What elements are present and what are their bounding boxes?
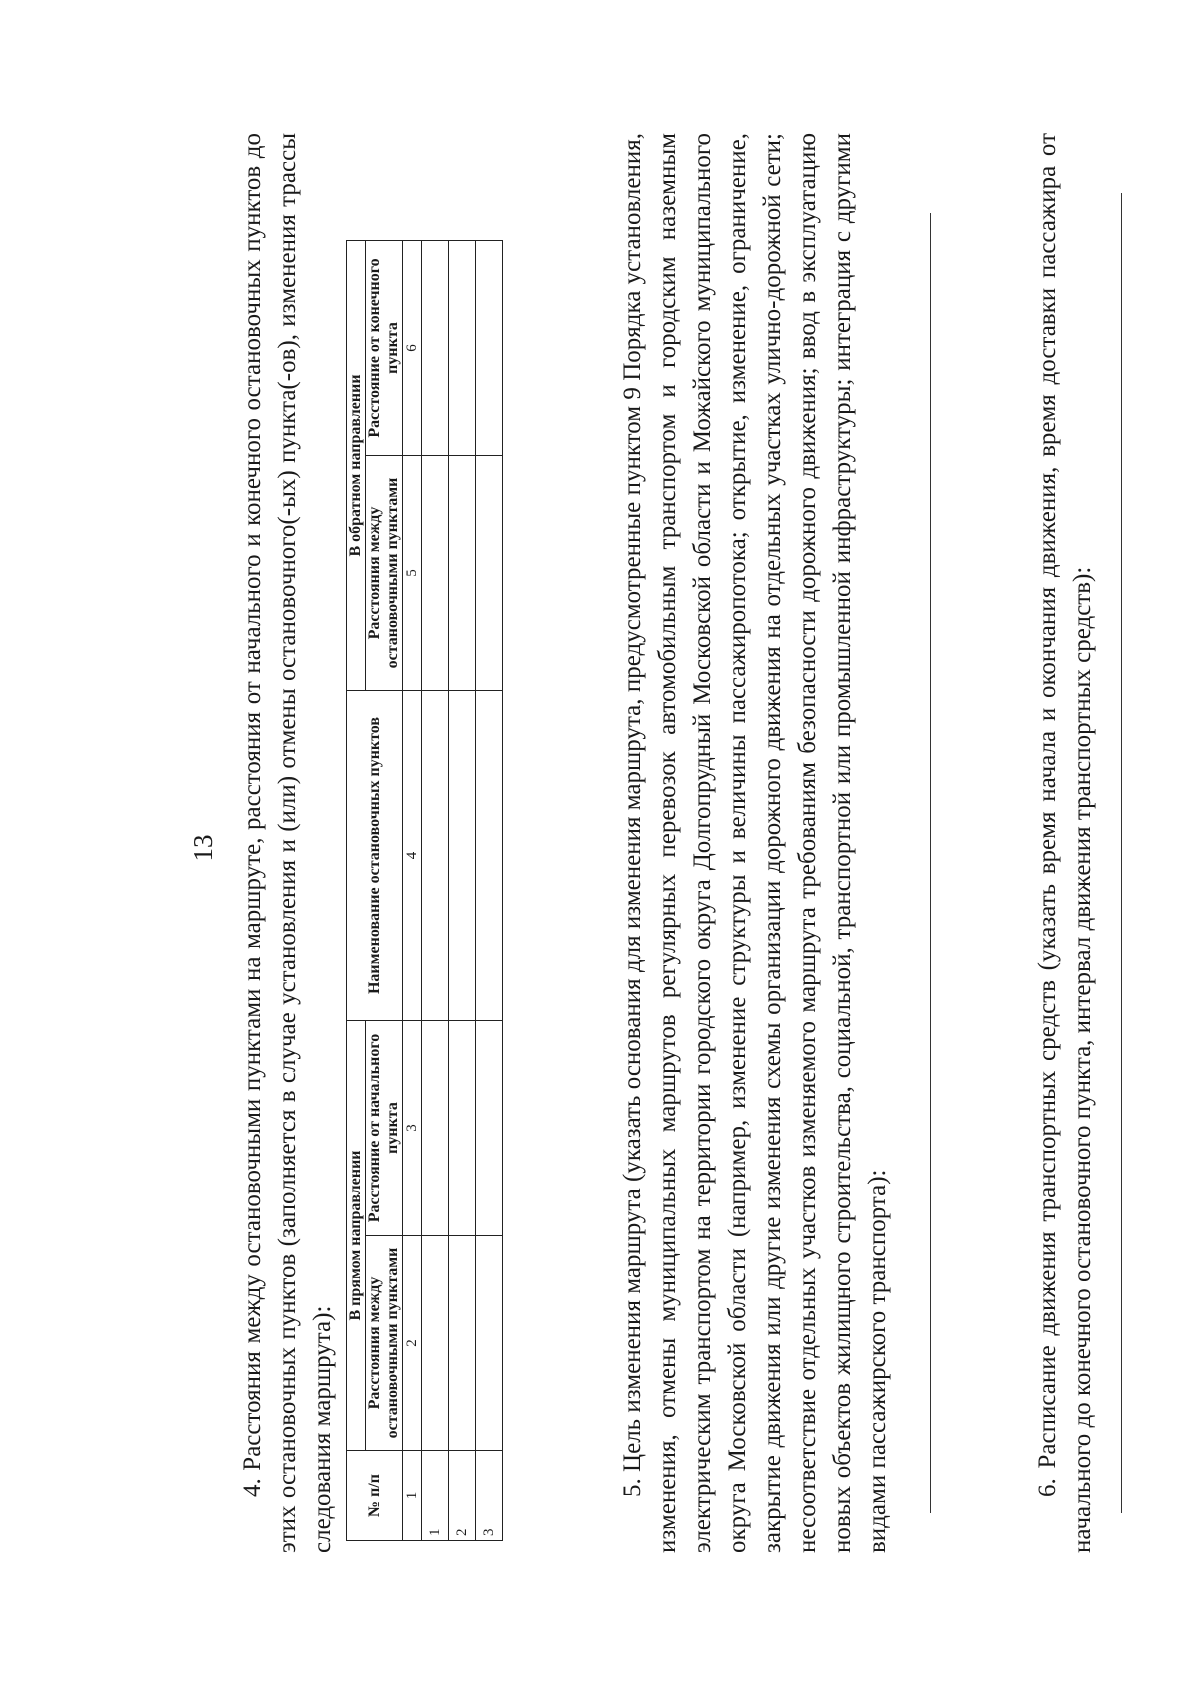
- fill-in-line: [1121, 193, 1122, 1513]
- header-reverse-between-stops: Расстояния между остановочными пунктами: [366, 455, 403, 690]
- section-4-paragraph: 4. Расстояния между остановочными пунктами на маршруте, расстояния от начального и конечного остановочных пунктов до этих остановочных пунктов (заполняется в случае установления и (или) отмены остановочного(-ых) пункта(-ов), изменения трассы следования маршрута):: [239, 133, 336, 1553]
- reverse-from-end-cell: [476, 240, 503, 455]
- header-stop-names: Наименование остановочных пунктов: [347, 690, 403, 1020]
- forward-from-start-cell: [449, 1020, 476, 1235]
- column-number: 1: [403, 1451, 422, 1541]
- page-number: 13: [188, 834, 218, 862]
- header-forward-direction: В прямом направлении: [347, 1020, 366, 1450]
- row-number-cell: 3: [476, 1451, 503, 1541]
- reverse-between-cell: [476, 455, 503, 690]
- column-number: 3: [403, 1020, 422, 1235]
- stop-name-cell: [476, 690, 503, 1020]
- header-reverse-direction: В обратном направлении: [347, 240, 366, 690]
- row-number-cell: 1: [422, 1451, 449, 1541]
- table-row: [476, 240, 503, 1540]
- reverse-between-cell: [449, 455, 476, 690]
- document-page: [120, 83, 1180, 1613]
- stop-name-cell: [422, 690, 449, 1020]
- forward-between-cell: [449, 1236, 476, 1451]
- column-number: 2: [403, 1236, 422, 1451]
- section-5-paragraph: 5. Цель изменения маршрута (указать основания для изменения маршрута, предусмотренные пунктом 9 Порядка установления, изменения, отмены муниципальных маршрутов регулярных перевозок автомобильным транспортом и городским наземным электрическим транспортом на территории городского округа Долгопрудный Московской области и Можайского муниципального округа Московской области (например, изменение структуры и величины пассажиропотока; открытие, изменение, ограничение, закрытие движения или другие изменения схемы организации дорожного движения на отдельных участках улично-дорожной сети; несоответствие отдельных участков изменяемого маршрута требованиям безопасности дорожного движения; ввод в эксплуатацию новых объектов жилищного строительства, социальной, транспортной или промышленной инфраструктуры; интеграция с другими видами пассажирского транспорта):: [619, 133, 891, 1553]
- reverse-from-end-cell: [449, 240, 476, 455]
- forward-between-cell: [422, 1236, 449, 1451]
- header-reverse-from-end: Расстояние от конечного пункта: [366, 240, 403, 455]
- forward-from-start-cell: [476, 1020, 503, 1235]
- column-number: 6: [403, 240, 422, 455]
- column-number: 4: [403, 690, 422, 1020]
- column-number-row: [403, 240, 422, 1540]
- forward-from-start-cell: [422, 1020, 449, 1235]
- section-6-paragraph: 6. Расписание движения транспортных средств (указать время начала и окончания движения, время доставки пассажира от начального до конечного остановочного пункта, интервал движения транспортных средств):: [1034, 133, 1096, 1553]
- header-forward-from-start: Расстояние от начального пункта: [366, 1020, 403, 1235]
- reverse-between-cell: [422, 455, 449, 690]
- stop-distance-table: [346, 240, 503, 1541]
- reverse-from-end-cell: [422, 240, 449, 455]
- forward-between-cell: [476, 1236, 503, 1451]
- table-row: [422, 240, 449, 1540]
- row-number-cell: 2: [449, 1451, 476, 1541]
- column-number: 5: [403, 455, 422, 690]
- header-forward-between-stops: Расстояния между остановочными пунктами: [366, 1236, 403, 1451]
- table-row: [449, 240, 476, 1540]
- header-row-number: № п/п: [347, 1451, 403, 1541]
- stop-name-cell: [449, 690, 476, 1020]
- fill-in-line: [930, 213, 931, 1513]
